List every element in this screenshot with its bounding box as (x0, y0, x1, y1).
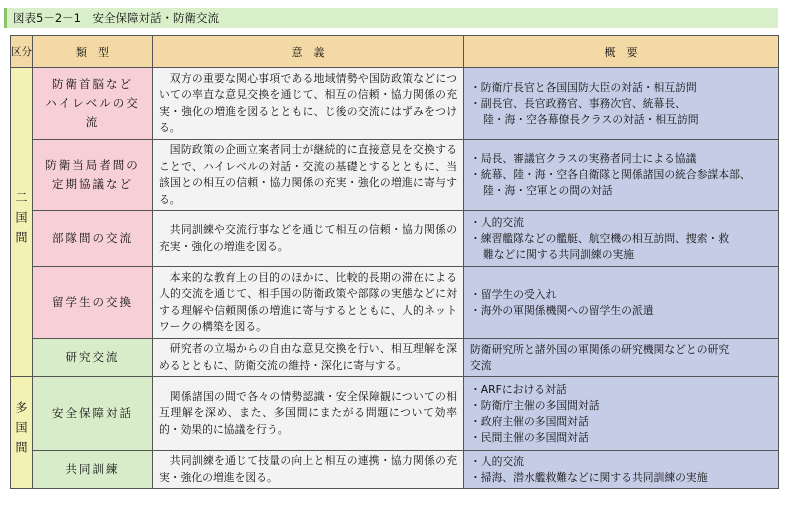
type-cell (33, 211, 153, 267)
header-kubun: 区分 (11, 36, 33, 68)
type-label: 安全保障対話 (52, 406, 133, 420)
type-cell (33, 377, 153, 451)
group-multilateral: 多国間 (11, 377, 33, 489)
meaning-text: 双方の重要な関心事項である地域情勢や国防政策などについての率直な意見交換を通じて、相互の信頼・協力関係の充実・強化の増進を図るとともに、じ後の交流にはずみをつける。 (159, 71, 457, 134)
summary-line: ・局長、審議官クラスの実務者同士による協議 (470, 152, 697, 165)
meaning-cell (153, 140, 464, 211)
summary-line: 交流 (470, 358, 492, 372)
header-type: 類 型 (33, 36, 153, 68)
table-row (11, 140, 779, 211)
summary-line: ・練習艦隊などの艦艇、航空機の相互訪問、捜索・救 (470, 231, 730, 245)
meaning-text: 国防政策の企画立案者同士が継続的に直接意見を交換することで、ハイレベルの対話・交流の基礎とするとともに、当該国との相互の信頼・協力関係の充実・強化の増進に寄与する。 (159, 143, 457, 206)
summary-line: ・ARFにおける対話 (470, 382, 567, 396)
meaning-cell (153, 451, 464, 489)
summary-line: ・掃海、潜水艦救難などに関する共同訓練の実施 (470, 470, 708, 484)
table-row (11, 267, 779, 339)
meaning-cell (153, 339, 464, 377)
summary-line: ・副長官、長官政務官、事務次官、統幕長、 (470, 96, 686, 110)
table-row (11, 339, 779, 377)
table-row (11, 451, 779, 489)
summary-line: ・海外の軍関係機関への留学生の派遣 (470, 303, 654, 317)
meaning-text: 関係諸国の間で各々の情勢認識・安全保障観についての相互理解を深め、また、多国間にまたがる問題について効率的・効果的に協議を行う。 (159, 389, 457, 436)
group-bilateral: 二国間 (11, 68, 33, 377)
type-cell (33, 140, 153, 211)
type-cell (33, 339, 153, 377)
summary-line: ・統幕、陸・海・空各自衛隊と関係諸国の統合参謀本部、 (470, 168, 751, 181)
summary-line: 防衛研究所と諸外国の軍関係の研究機関などとの研究 (470, 342, 730, 356)
summary-line: ・人的交流 (470, 454, 524, 468)
meaning-text: 本来的な教育上の目的のほかに、比較的長期の滞在による人的交流を通じて、相手国の防衛政策や部隊の実態などに対する理解や信頼関係の増進に寄与するとともに、人的ネットワークの構築を図る。 (159, 270, 457, 333)
meaning-cell (153, 211, 464, 267)
type-label: 研究交流 (65, 350, 120, 364)
summary-cell (464, 451, 779, 489)
meaning-text: 研究者の立場からの自由な意見交換を行い、相互理解を深めるとともに、防衛交流の維持・深化に寄与する。 (159, 342, 457, 372)
figure-title: 図表5－2－1 安全保障対話・防衛交流 (4, 8, 778, 28)
type-label: 防衛当局者間の 定期協議など (45, 158, 140, 191)
meaning-text: 共同訓練を通じて技量の向上と相互の連携・協力関係の充実・強化の増進を図る。 (159, 454, 457, 484)
summary-line: ・防衛庁主催の多国間対話 (470, 398, 600, 412)
type-cell (33, 451, 153, 489)
summary-cell (464, 267, 779, 339)
meaning-cell (153, 68, 464, 140)
type-label: 防衛首脳など ハイレベルの交流 (45, 77, 140, 129)
summary-line: ・民間主催の多国間対話 (470, 430, 589, 444)
summary-cell (464, 140, 779, 211)
meaning-text: 共同訓練や交流行事などを通じて相互の信頼・協力関係の充実・強化の増進を図る。 (159, 223, 457, 253)
type-cell (33, 267, 153, 339)
summary-line: ・防衛庁長官と各国国防大臣の対話・相互訪問 (470, 80, 697, 94)
type-label: 共同訓練 (65, 462, 120, 476)
header-meaning: 意 義 (153, 36, 464, 68)
meaning-cell (153, 267, 464, 339)
summary-cell (464, 211, 779, 267)
header-row (11, 36, 779, 68)
meaning-cell (153, 377, 464, 451)
summary-line: ・留学生の受入れ (470, 287, 557, 301)
summary-line: 難などに関する共同訓練の実施 (482, 247, 635, 261)
header-summary: 概 要 (464, 36, 779, 68)
summary-line: ・政府主催の多国間対話 (470, 414, 589, 428)
type-label: 部隊間の交流 (52, 231, 133, 245)
summary-cell (464, 377, 779, 451)
table-row (11, 68, 779, 140)
type-label: 留学生の交換 (52, 295, 133, 309)
type-cell (33, 68, 153, 140)
summary-line: ・人的交流 (470, 215, 524, 229)
summary-line: 陸・海・空各幕僚長クラスの対話・相互訪問 (482, 112, 699, 126)
summary-line: 陸・海・空軍との間の対話 (482, 184, 613, 197)
table-row (11, 211, 779, 267)
table-row (11, 377, 779, 451)
summary-cell (464, 339, 779, 377)
exchange-table (10, 35, 779, 489)
summary-cell (464, 68, 779, 140)
